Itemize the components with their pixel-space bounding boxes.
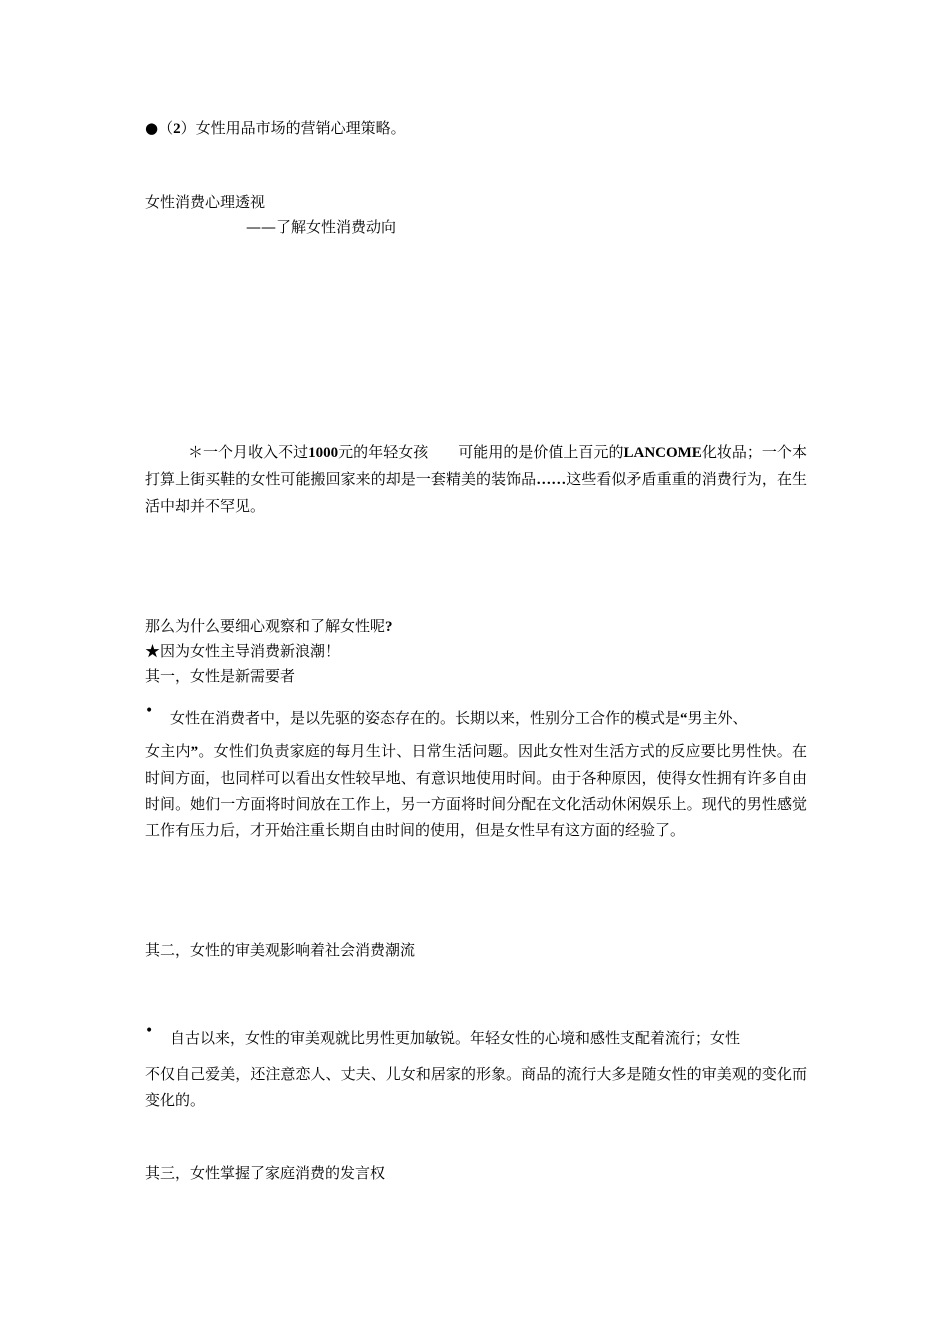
point1-first-line: 女性在消费者中，是以先驱的姿态存在的。长期以来，性别分工合作的模式是“男主外、: [170, 709, 748, 727]
subtitle-main: 女性消费心理透视: [145, 193, 266, 211]
point1-title: 其一，女性是新需要者: [145, 667, 296, 685]
point1-body: 女主内”。女性们负责家庭的每月生计、日常生活问题。因此女性对生活方式的反应要比男性快。在时间方面，也同样可以看出女性较早地、有意识地使用时间。由于各种原因，使得女性拥有许多自由时间。她们一方面将时间放在工作上，另一方面将时间分配在文化活动休闲娱乐上。现代的男性感觉工作有压力后，才开始注重长期自由时间的使用，但是女性早有这方面的经验了。: [145, 742, 807, 839]
point3-title: 其三，女性掌握了家庭消费的发言权: [145, 1164, 386, 1182]
point2-body: 不仅自己爱美，还注意恋人、丈夫、儿女和居家的形象。商品的流行大多是随女性的审美观的变化而变化的。: [145, 1065, 807, 1109]
subtitle-sub: ——了解女性消费动向: [246, 218, 397, 236]
point2-title: 其二，女性的审美观影响着社会消费潮流: [145, 941, 416, 959]
bullet-icon: ●: [145, 119, 159, 137]
point1-bullet-icon: •: [145, 703, 154, 719]
intro-paragraph: ＊一个月收入不过1000元的年轻女孩 可能用的是价值上百元的LANCOME化妆品；一个本打算上街买鞋的女性可能搬回家来的却是一套精美的装饰品……这些看似矛盾重重的消费行为，在生活中却并不罕见。: [145, 443, 807, 515]
question-line: 那么为什么要细心观察和了解女性呢?: [145, 617, 393, 635]
point2-first-line: 自古以来，女性的审美观就比男性更加敏锐。年轻女性的心境和感性支配着流行；女性: [170, 1029, 741, 1047]
reason-line: ★因为女性主导消费新浪潮！: [145, 642, 341, 660]
section-heading: ●（2）女性用品市场的营销心理策略。: [145, 119, 406, 137]
point2-bullet-icon: •: [145, 1023, 154, 1039]
